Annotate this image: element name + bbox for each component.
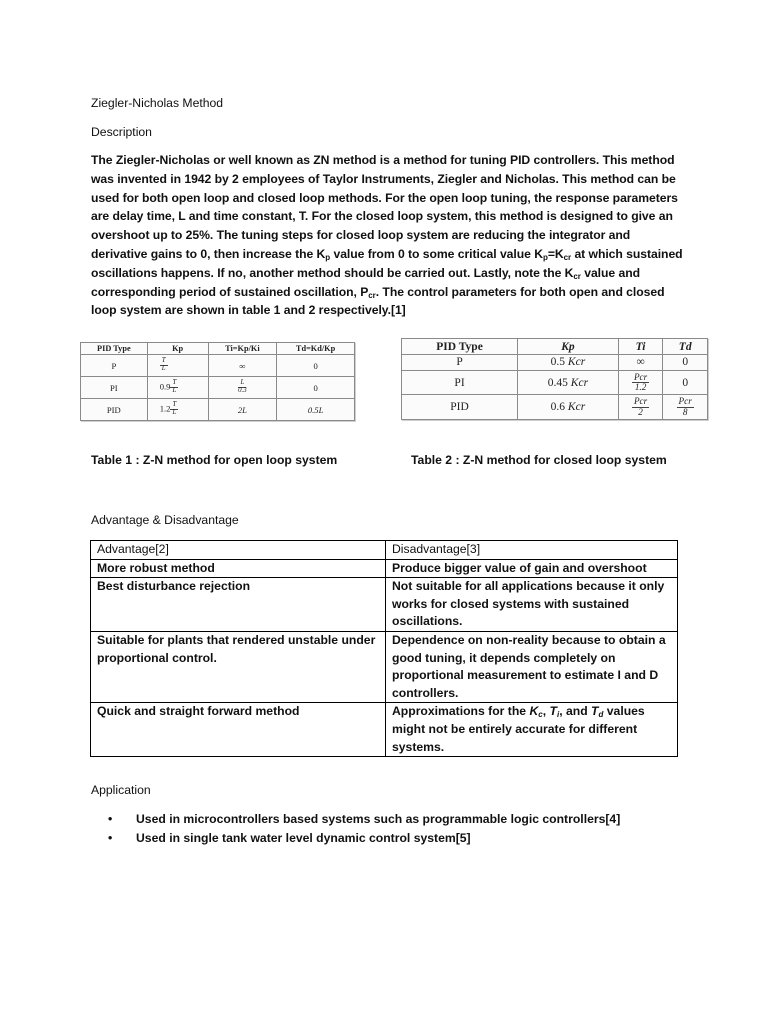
table-row <box>81 355 355 377</box>
table-header-row <box>81 343 355 355</box>
table-header: Td <box>663 339 708 355</box>
bullet-icon: • <box>108 812 113 826</box>
application-heading: Application <box>91 783 151 797</box>
td-cell: 0 <box>663 355 708 371</box>
table-header: Kp <box>147 343 208 355</box>
advantage-header: Advantage[2] <box>91 541 386 560</box>
disadvantage-header: Disadvantage[3] <box>386 541 678 560</box>
ti-cell: ∞ <box>208 355 277 377</box>
kp-cell: $\frac{T}{L}$ <box>147 355 208 377</box>
pid-type-cell: PID <box>81 399 148 421</box>
table-row <box>81 399 355 421</box>
table-header: Td=Kd/Kp <box>277 343 355 355</box>
kp-cell: 1.2 $\frac{T}{L}$ <box>147 399 208 421</box>
td-cell: 0 <box>277 377 355 399</box>
disadvantage-cell: Not suitable for all applications because it only works for closed systems with sustained oscillations. <box>386 578 678 632</box>
table-header: Ti <box>618 339 663 355</box>
table-header-row <box>91 541 678 560</box>
table-row <box>91 578 678 632</box>
table-header: Kp <box>518 339 619 355</box>
table-row <box>402 370 708 395</box>
kp-cell: 0.9 $\frac{T}{L}$ <box>147 377 208 399</box>
advantage-cell: Suitable for plants that rendered unstable under proportional control. <box>91 631 386 702</box>
page-title: Ziegler-Nicholas Method <box>91 96 224 110</box>
table-row <box>402 355 708 371</box>
pid-type-cell: PI <box>81 377 148 399</box>
kp-cell: 0.5 Kcr <box>518 355 619 371</box>
ti-cell: $\frac{\text{Pcr}}{1.2}$ <box>618 370 663 395</box>
kp-cell: 0.6 Kcr <box>518 395 619 420</box>
ti-cell: 2L <box>208 399 277 421</box>
td-cell: 0 <box>277 355 355 377</box>
closed-loop-tuning-table <box>401 338 708 420</box>
pid-type-cell: PI <box>402 370 518 395</box>
table-row <box>91 559 678 578</box>
description-heading: Description <box>91 125 152 139</box>
application-list <box>108 810 620 848</box>
pid-type-cell: P <box>81 355 148 377</box>
advantage-heading: Advantage & Disadvantage <box>91 513 239 527</box>
table-1-caption: Table 1 : Z-N method for open loop system <box>91 453 338 467</box>
table-2-caption: Table 2 : Z-N method for closed loop system <box>411 453 667 467</box>
td-cell: $\frac{\text{Pcr}}{8}$ <box>663 395 708 420</box>
bullet-icon: • <box>108 830 113 845</box>
table-header: Ti=Kp/Ki <box>208 343 277 355</box>
advantage-cell: More robust method <box>91 559 386 578</box>
table-header-row <box>402 339 708 355</box>
ti-cell: ∞ <box>618 355 663 371</box>
open-loop-tuning-table <box>80 342 355 421</box>
table-row <box>402 395 708 420</box>
td-cell: 0.5L <box>277 399 355 421</box>
td-cell: 0 <box>663 370 708 395</box>
advantage-disadvantage-table <box>90 540 678 757</box>
description-paragraph: The Ziegler-Nicholas or well known as ZN method is a method for tuning PID controllers. This method was invented in 1942 by 2 employees of Taylor Instruments, Ziegler and Nicholas. This method can be used for both open loop and closed loop methods. For the open loop tuning, the response parameters are delay time, L and time constant, T. For the closed loop system, this method is designed to give an overshoot up to 25%. The tuning steps for closed loop system are reducing the integrator and derivative gains to 0, then increase the $K_p$ value from 0 to some critical value $K_p=K_{cr}$ at which sustained oscillations happens. If no, another method should be carried out. Lastly, note the $K_{cr}$ value and corresponding period of sustained oscillation, $P_{cr}$. The control parameters for both open and closed loop system are shown in table 1 and 2 respectively.[1] <box>91 153 683 318</box>
advantage-cell: Quick and straight forward method <box>91 703 386 757</box>
list-item: • Used in single tank water level dynamic control system[5] <box>108 829 620 848</box>
disadvantage-cell: Dependence on non-reality because to obtain a good tuning, it depends completely on proportional measurement to estimate I and D controllers. <box>386 631 678 702</box>
disadvantage-cell: Approximations for the $K_c$, $T_i$, and $T_d$ values might not be entirely accurate for different systems. <box>386 703 678 757</box>
table-header: PID Type <box>402 339 518 355</box>
pid-type-cell: P <box>402 355 518 371</box>
disadvantage-cell: Produce bigger value of gain and overshoot <box>386 559 678 578</box>
ti-cell: $\frac{\text{Pcr}}{2}$ <box>618 395 663 420</box>
table-row <box>81 377 355 399</box>
table-row <box>91 631 678 702</box>
table-header: PID Type <box>81 343 148 355</box>
list-item: • Used in microcontrollers based systems such as programmable logic controllers[4] <box>108 810 620 829</box>
advantage-cell: Best disturbance rejection <box>91 578 386 632</box>
kp-cell: 0.45 Kcr <box>518 370 619 395</box>
ti-cell: $\frac{L}{0.3}$ <box>208 377 277 399</box>
table-row <box>91 703 678 757</box>
pid-type-cell: PID <box>402 395 518 420</box>
